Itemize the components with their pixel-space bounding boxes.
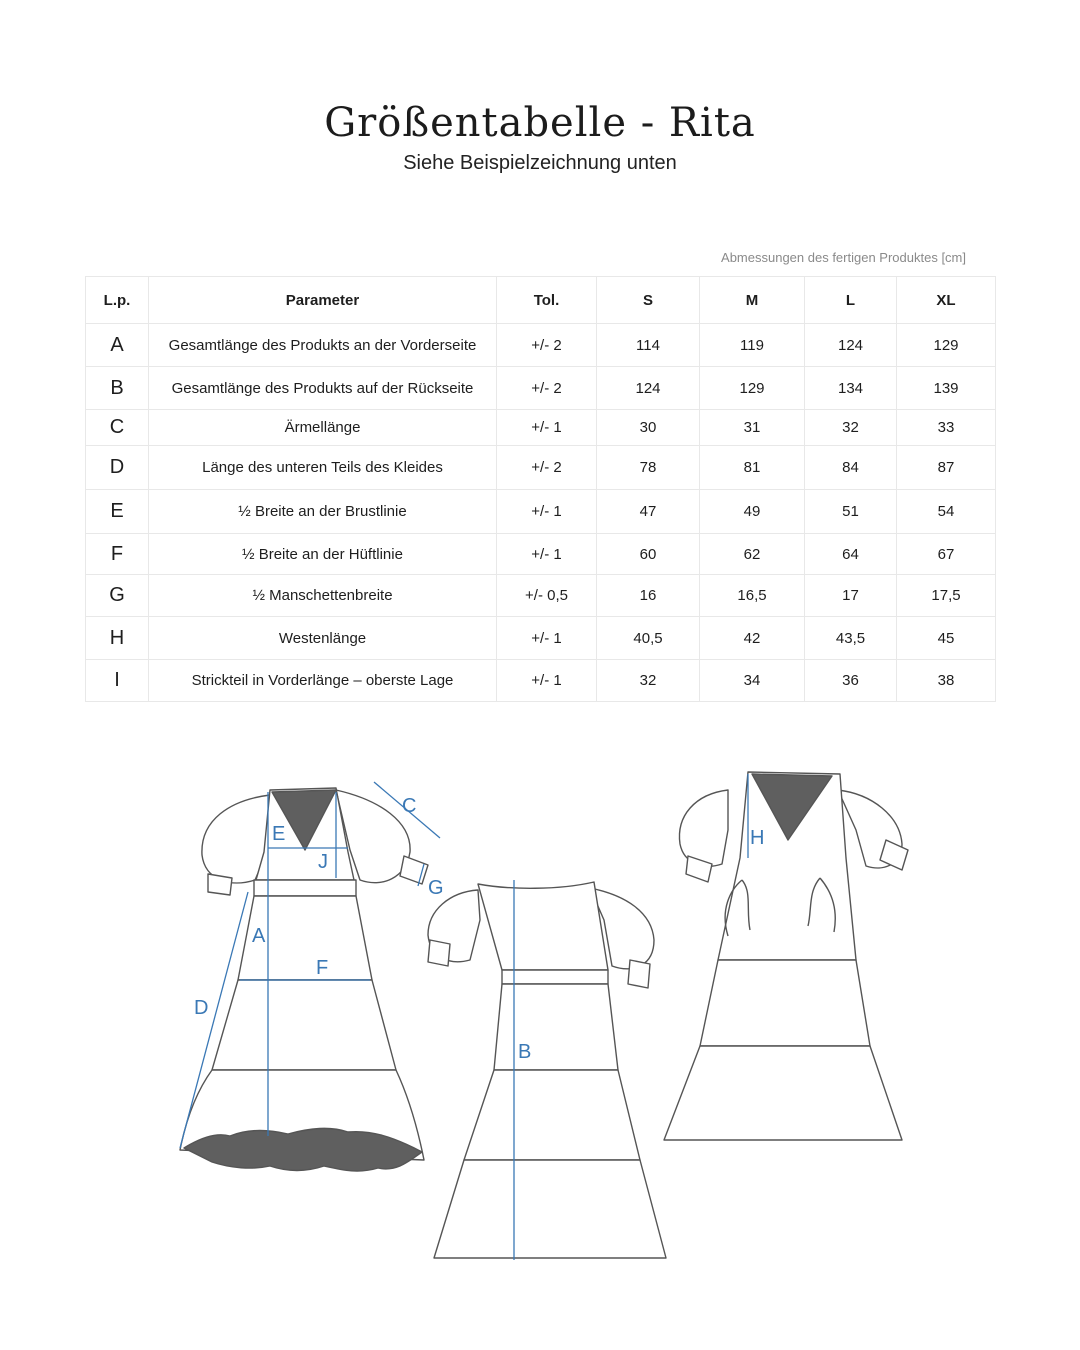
table-row — [86, 446, 996, 490]
cell-size-l: 124 — [805, 324, 897, 367]
row-letter: D — [86, 446, 149, 490]
cell-size-xl: 33 — [897, 410, 996, 446]
table-row — [86, 534, 996, 575]
row-parameter: Länge des unteren Teils des Kleides — [149, 446, 497, 490]
vest-skirt-tier-1 — [700, 960, 870, 1046]
vest-dress-drawing — [664, 772, 908, 1140]
table-row — [86, 617, 996, 660]
cell-size-s: 60 — [597, 534, 700, 575]
drawing-label-e: E — [272, 823, 286, 845]
drawing-label-d: D — [194, 997, 209, 1019]
row-parameter: ½ Breite an der Brustlinie — [149, 490, 497, 534]
row-tolerance: +/- 1 — [497, 490, 597, 534]
front-left-cuff — [208, 874, 232, 895]
table-row — [86, 410, 996, 446]
cell-size-xl: 67 — [897, 534, 996, 575]
front-skirt-tier-2 — [212, 980, 396, 1070]
back-dress-drawing — [428, 882, 666, 1258]
cell-size-m: 42 — [700, 617, 805, 660]
cell-size-xl: 45 — [897, 617, 996, 660]
cell-size-l: 84 — [805, 446, 897, 490]
column-header: Tol. — [497, 277, 597, 324]
row-letter: I — [86, 660, 149, 702]
cell-size-m: 49 — [700, 490, 805, 534]
back-left-cuff — [428, 940, 450, 966]
drawing-label-c: C — [402, 795, 417, 817]
page-subtitle: Siehe Beispielzeichnung unten — [403, 152, 677, 174]
size-table — [85, 276, 996, 702]
cell-size-s: 78 — [597, 446, 700, 490]
table-row — [86, 367, 996, 410]
drawing-label-a: A — [252, 925, 266, 947]
row-letter: A — [86, 324, 149, 367]
page-title: Größentabelle - Rita — [324, 100, 756, 146]
cell-size-xl: 129 — [897, 324, 996, 367]
cell-size-l: 64 — [805, 534, 897, 575]
drawing-label-j: J — [318, 851, 328, 873]
row-tolerance: +/- 2 — [497, 446, 597, 490]
row-tolerance: +/- 1 — [497, 534, 597, 575]
row-letter: B — [86, 367, 149, 410]
row-parameter: Gesamtlänge des Produkts auf der Rückseite — [149, 367, 497, 410]
cell-size-xl: 54 — [897, 490, 996, 534]
front-waistband — [254, 880, 356, 896]
cell-size-m: 16,5 — [700, 575, 805, 617]
table-row — [86, 575, 996, 617]
row-parameter: ½ Manschettenbreite — [149, 575, 497, 617]
row-tolerance: +/- 1 — [497, 660, 597, 702]
cell-size-xl: 87 — [897, 446, 996, 490]
row-letter: G — [86, 575, 149, 617]
cell-size-m: 62 — [700, 534, 805, 575]
cell-size-m: 81 — [700, 446, 805, 490]
back-skirt-tier-3 — [434, 1160, 666, 1258]
row-parameter: Westenlänge — [149, 617, 497, 660]
cell-size-s: 32 — [597, 660, 700, 702]
column-header: M — [700, 277, 805, 324]
row-tolerance: +/- 0,5 — [497, 575, 597, 617]
cell-size-s: 40,5 — [597, 617, 700, 660]
cell-size-s: 30 — [597, 410, 700, 446]
cell-size-xl: 38 — [897, 660, 996, 702]
cell-size-s: 124 — [597, 367, 700, 410]
row-letter: H — [86, 617, 149, 660]
drawing-label-h: H — [750, 827, 765, 849]
technical-drawings — [160, 760, 920, 1280]
table-row — [86, 660, 996, 702]
row-letter: F — [86, 534, 149, 575]
row-letter: C — [86, 410, 149, 446]
drawing-label-f: F — [316, 957, 329, 979]
row-parameter: ½ Breite an der Hüftlinie — [149, 534, 497, 575]
cell-size-xl: 139 — [897, 367, 996, 410]
cell-size-xl: 17,5 — [897, 575, 996, 617]
row-parameter: Strickteil in Vorderlänge – oberste Lage — [149, 660, 497, 702]
vest-skirt-tier-2 — [664, 1046, 902, 1140]
row-tolerance: +/- 2 — [497, 367, 597, 410]
cell-size-s: 47 — [597, 490, 700, 534]
back-skirt-tier-1 — [494, 984, 618, 1070]
cell-size-m: 129 — [700, 367, 805, 410]
cell-size-l: 134 — [805, 367, 897, 410]
back-waistband — [502, 970, 608, 984]
column-header: Parameter — [149, 277, 497, 324]
cell-size-l: 32 — [805, 410, 897, 446]
column-header: XL — [897, 277, 996, 324]
cell-size-l: 36 — [805, 660, 897, 702]
row-parameter: Ärmellänge — [149, 410, 497, 446]
drawing-label-g: G — [428, 877, 444, 899]
column-header: S — [597, 277, 700, 324]
table-row — [86, 324, 996, 367]
table-row — [86, 490, 996, 534]
drawing-label-b: B — [518, 1041, 532, 1063]
row-parameter: Gesamtlänge des Produkts an der Vorderseite — [149, 324, 497, 367]
back-right-cuff — [628, 960, 650, 988]
units-note: Abmessungen des fertigen Produktes [cm] — [721, 250, 966, 265]
back-skirt-tier-2 — [464, 1070, 640, 1160]
cell-size-l: 17 — [805, 575, 897, 617]
cell-size-s: 114 — [597, 324, 700, 367]
cell-size-s: 16 — [597, 575, 700, 617]
row-tolerance: +/- 1 — [497, 410, 597, 446]
cell-size-m: 34 — [700, 660, 805, 702]
table-header-row — [86, 277, 996, 324]
row-letter: E — [86, 490, 149, 534]
cell-size-m: 119 — [700, 324, 805, 367]
row-tolerance: +/- 2 — [497, 324, 597, 367]
column-header: L.p. — [86, 277, 149, 324]
row-tolerance: +/- 1 — [497, 617, 597, 660]
back-bodice — [478, 882, 608, 970]
column-header: L — [805, 277, 897, 324]
cell-size-l: 51 — [805, 490, 897, 534]
vest-left-sleeve — [679, 790, 728, 866]
cell-size-l: 43,5 — [805, 617, 897, 660]
front-right-cuff — [400, 856, 428, 884]
cell-size-m: 31 — [700, 410, 805, 446]
